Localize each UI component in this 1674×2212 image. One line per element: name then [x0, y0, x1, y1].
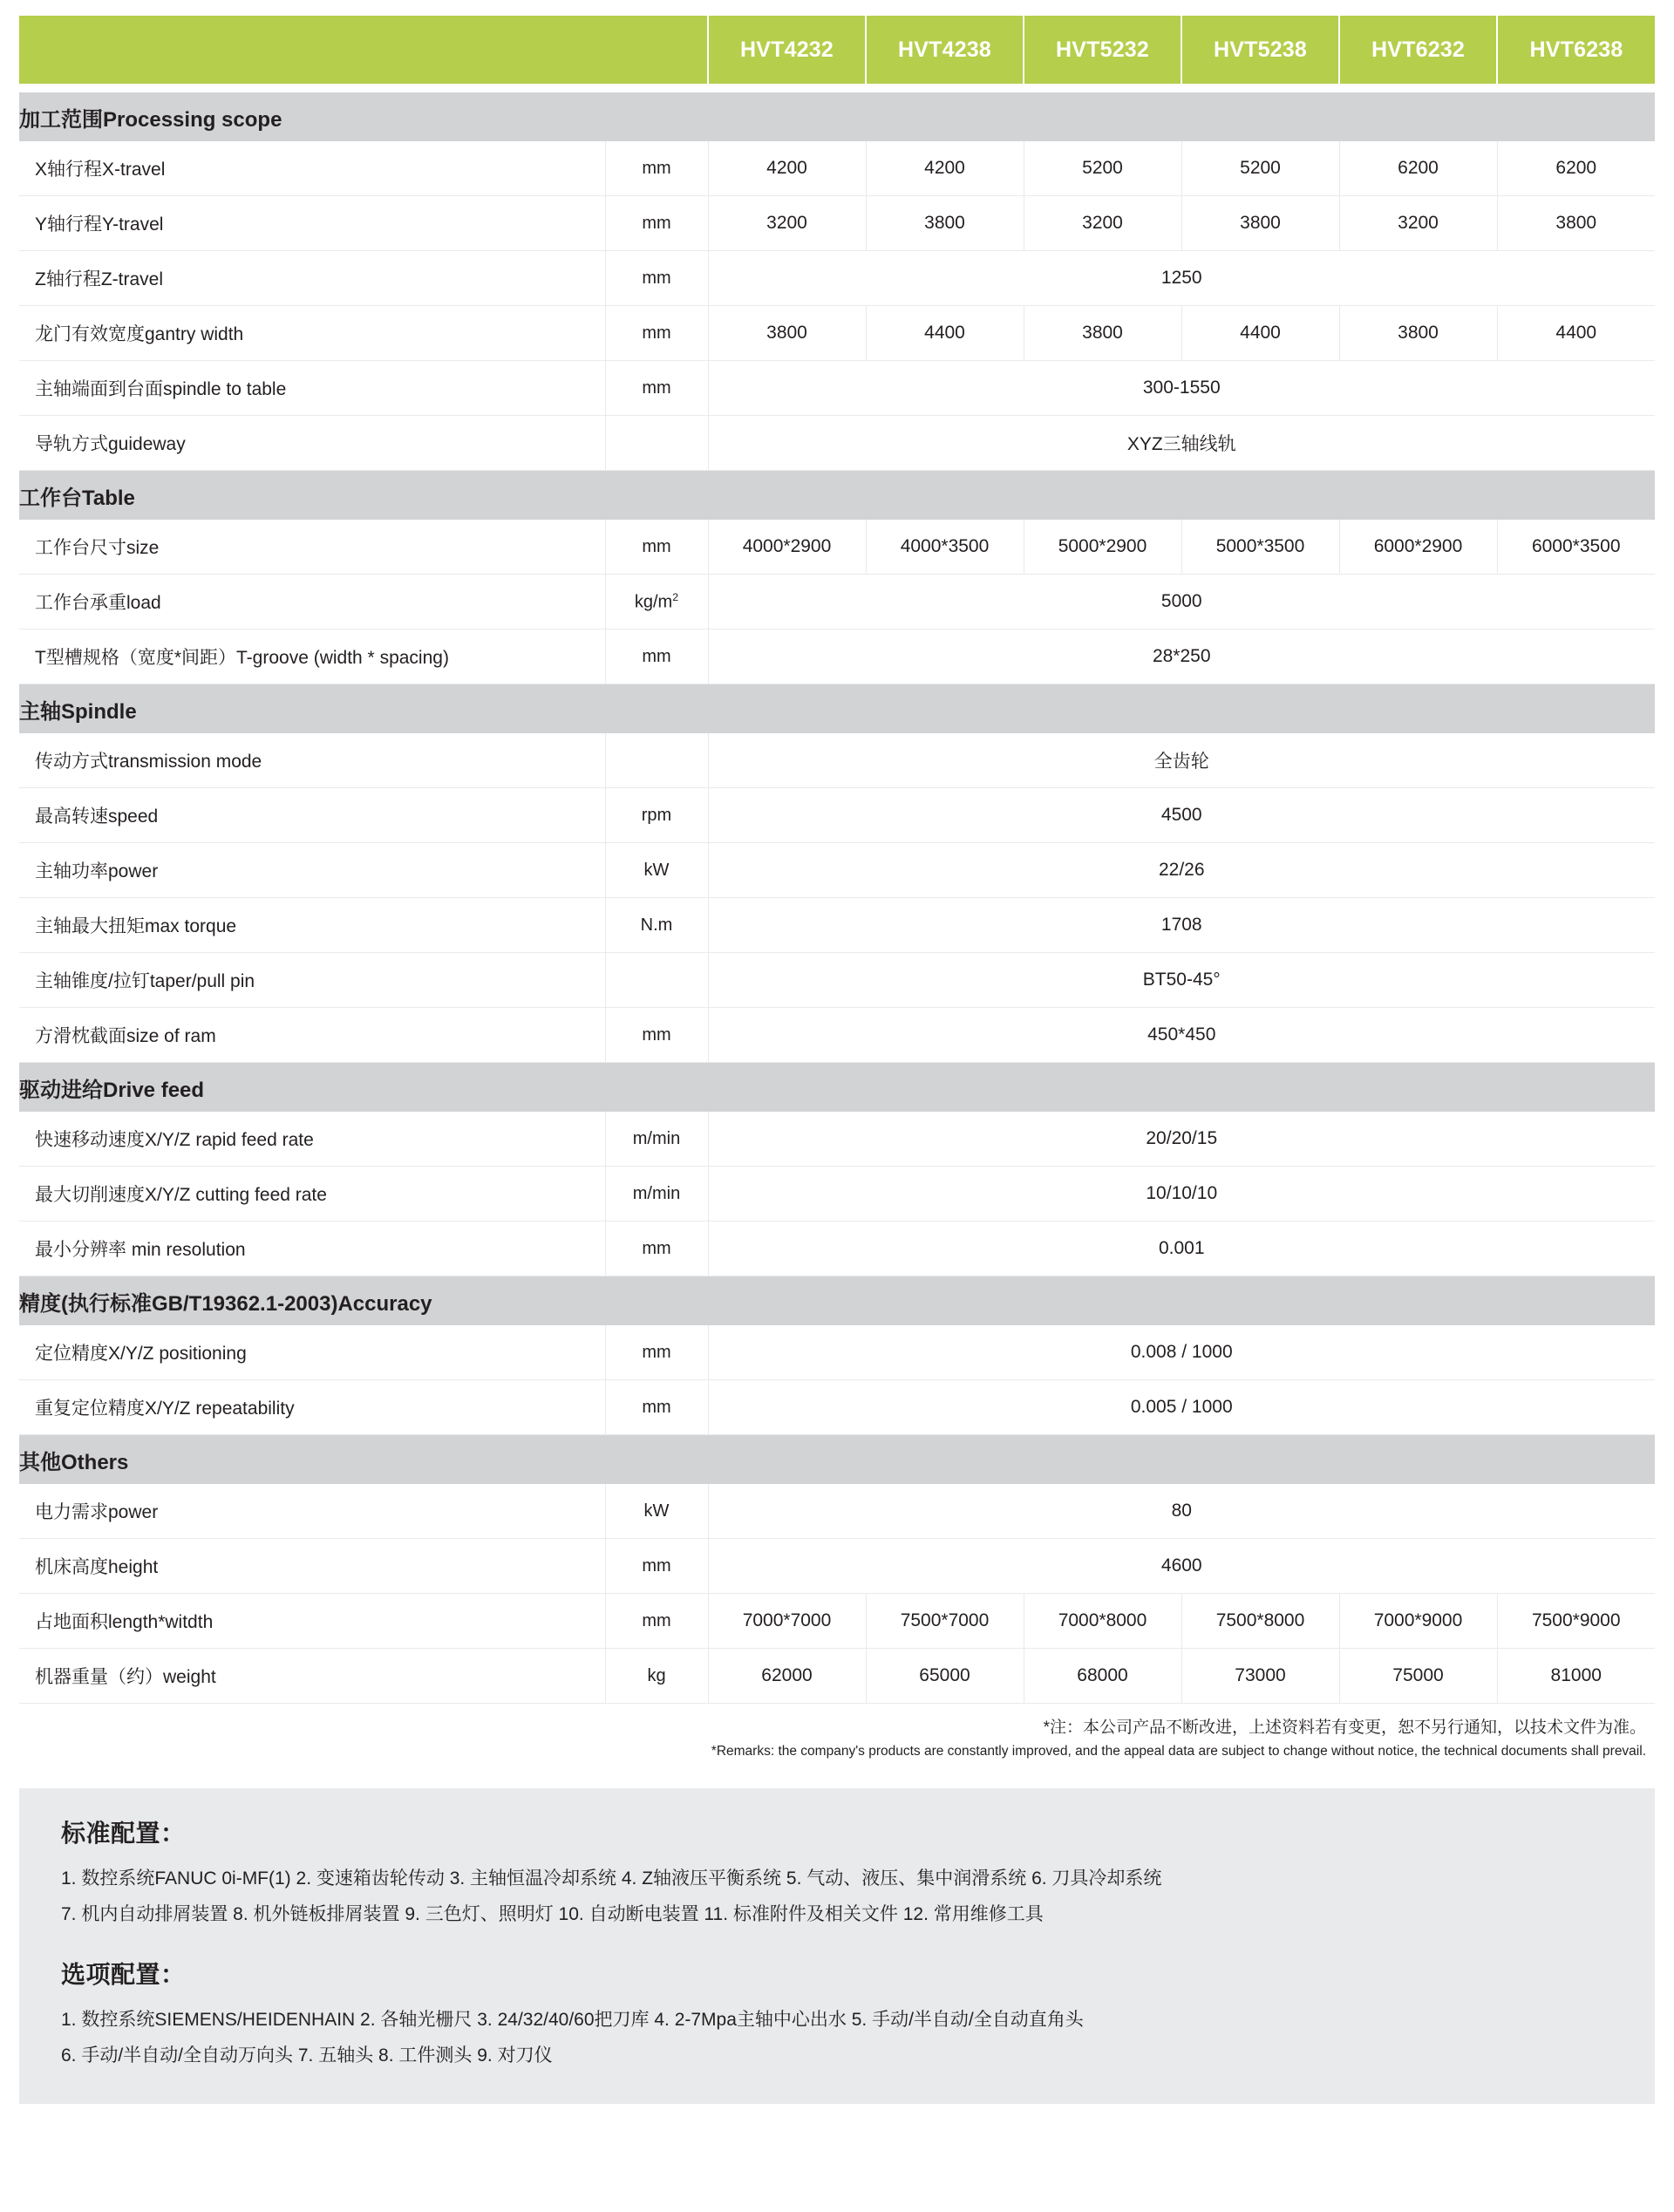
spec-label: 传动方式transmission mode: [19, 733, 605, 788]
section-header-row: [19, 1435, 1655, 1485]
spec-unit: mm: [605, 251, 708, 306]
spec-label: 占地面积length*witdth: [19, 1594, 605, 1649]
section-header-row: [19, 684, 1655, 734]
spec-value: 3800: [1497, 196, 1655, 251]
spec-value: 3800: [708, 306, 866, 361]
spec-label: 机床高度height: [19, 1539, 605, 1594]
spec-label: 最小分辨率 min resolution: [19, 1222, 605, 1276]
section-title: 其他Others: [19, 1435, 1655, 1485]
section-title: 加工范围Processing scope: [19, 92, 1655, 141]
spec-value: 4200: [708, 141, 866, 196]
spec-row: [19, 1167, 1655, 1222]
section-header-row: [19, 92, 1655, 141]
spec-unit: mm: [605, 630, 708, 684]
spec-label: 导轨方式guideway: [19, 416, 605, 471]
standard-configuration-block: [61, 1814, 1613, 1933]
spec-value-merged: 4500: [708, 788, 1655, 843]
model-header-hvt6232: HVT6232: [1339, 16, 1497, 84]
spec-value-merged: 1708: [708, 898, 1655, 953]
spec-value-merged: 10/10/10: [708, 1167, 1655, 1222]
spec-row: [19, 1222, 1655, 1276]
spec-row: [19, 251, 1655, 306]
spec-value-merged: 0.008 / 1000: [708, 1325, 1655, 1380]
section-title: 精度(执行标准GB/T19362.1-2003)Accuracy: [19, 1276, 1655, 1326]
spec-row: [19, 898, 1655, 953]
spec-value-merged: 22/26: [708, 843, 1655, 898]
spec-value-merged: BT50-45°: [708, 953, 1655, 1008]
standard-configuration-line: 1. 数控系统FANUC 0i-MF(1) 2. 变速箱齿轮传动 3. 主轴恒温冷却系统 4. Z轴液压平衡系统 5. 气动、液压、集中润滑系统 6. 刀具冷却系统: [61, 1868, 1162, 1889]
spec-value-merged: 0.005 / 1000: [708, 1380, 1655, 1435]
spec-value: 65000: [866, 1649, 1024, 1704]
spec-unit: kW: [605, 1484, 708, 1539]
section-title: 工作台Table: [19, 471, 1655, 521]
spec-value: 62000: [708, 1649, 866, 1704]
spec-label: 主轴锥度/拉钉taper/pull pin: [19, 953, 605, 1008]
spec-row: [19, 1539, 1655, 1594]
spec-label: 电力需求power: [19, 1484, 605, 1539]
spec-unit: N.m: [605, 898, 708, 953]
spec-row: [19, 141, 1655, 196]
spec-value: 7000*7000: [708, 1594, 866, 1649]
spec-unit: kW: [605, 843, 708, 898]
configuration-panel: [19, 1788, 1655, 2104]
spec-unit: mm: [605, 361, 708, 416]
spec-unit: [605, 953, 708, 1008]
spec-unit: mm: [605, 196, 708, 251]
spec-value: 3800: [866, 196, 1024, 251]
spec-value: 6000*2900: [1339, 520, 1497, 575]
spec-value-merged: 450*450: [708, 1008, 1655, 1063]
remarks-english: *Remarks: the company's products are constantly improved, and the appeal data are subject to change without notice, the technical documents shall prevail.: [711, 1743, 1646, 1759]
spec-value-merged: 80: [708, 1484, 1655, 1539]
model-header-hvt4238: HVT4238: [866, 16, 1024, 84]
spec-label: T型槽规格（宽度*间距）T-groove (width * spacing): [19, 630, 605, 684]
section-title: 主轴Spindle: [19, 684, 1655, 734]
spec-unit: $kg/m^2$: [605, 575, 708, 630]
spec-value: 6000*3500: [1497, 520, 1655, 575]
spec-row: [19, 575, 1655, 630]
spec-value: 7500*7000: [866, 1594, 1024, 1649]
spec-row: [19, 953, 1655, 1008]
spec-value: 3800: [1024, 306, 1181, 361]
spec-label: 机器重量（约）weight: [19, 1649, 605, 1704]
spec-label: 主轴端面到台面spindle to table: [19, 361, 605, 416]
model-header-hvt5232: HVT5232: [1024, 16, 1181, 84]
spec-label: 重复定位精度X/Y/Z repeatability: [19, 1380, 605, 1435]
spec-row: [19, 1484, 1655, 1539]
spec-value-merged: 20/20/15: [708, 1112, 1655, 1167]
spec-value: 3800: [1339, 306, 1497, 361]
model-header-hvt6238: HVT6238: [1497, 16, 1655, 84]
spec-label: 工作台尺寸size: [19, 520, 605, 575]
spec-unit: mm: [605, 141, 708, 196]
spec-value: 6200: [1497, 141, 1655, 196]
spec-label: 方滑枕截面size of ram: [19, 1008, 605, 1063]
spec-value: 75000: [1339, 1649, 1497, 1704]
spec-row: [19, 196, 1655, 251]
specification-table: [19, 16, 1655, 1704]
spec-label: 最大切削速度X/Y/Z cutting feed rate: [19, 1167, 605, 1222]
spec-value-merged: XYZ三轴线轨: [708, 416, 1655, 471]
spec-row: [19, 1594, 1655, 1649]
spec-value: 4400: [866, 306, 1024, 361]
spec-value: 3200: [1339, 196, 1497, 251]
spec-value: 4000*2900: [708, 520, 866, 575]
spec-value: 4000*3500: [866, 520, 1024, 575]
spec-value: 4400: [1181, 306, 1339, 361]
spec-value: 68000: [1024, 1649, 1181, 1704]
spec-value-merged: 5000: [708, 575, 1655, 630]
spec-value: 7000*8000: [1024, 1594, 1181, 1649]
spec-value: 5000*3500: [1181, 520, 1339, 575]
header-spacer-cell: [19, 84, 1655, 92]
model-header-hvt4232: HVT4232: [708, 16, 866, 84]
spec-unit: mm: [605, 1380, 708, 1435]
spec-row: [19, 1112, 1655, 1167]
spec-row: [19, 1649, 1655, 1704]
spec-value: 5200: [1024, 141, 1181, 196]
spec-unit: [605, 733, 708, 788]
spec-unit: mm: [605, 1008, 708, 1063]
standard-configuration-line: 7. 机内自动排屑装置 8. 机外链板排屑装置 9. 三色灯、照明灯 10. 自动断电装置 11. 标准附件及相关文件 12. 常用维修工具: [61, 1904, 1044, 1925]
spec-value-merged: 4600: [708, 1539, 1655, 1594]
standard-configuration-title: 标准配置：: [61, 1820, 186, 1848]
spec-row: [19, 1380, 1655, 1435]
spec-unit: mm: [605, 1594, 708, 1649]
spec-label: 主轴最大扭矩max torque: [19, 898, 605, 953]
spec-unit: mm: [605, 306, 708, 361]
spec-value: 81000: [1497, 1649, 1655, 1704]
spec-unit: m/min: [605, 1112, 708, 1167]
spec-label: 龙门有效宽度gantry width: [19, 306, 605, 361]
spec-label: 最高转速speed: [19, 788, 605, 843]
spec-value: 3800: [1181, 196, 1339, 251]
optional-configuration-line: 6. 手动/半自动/全自动万向头 7. 五轴头 8. 工件测头 9. 对刀仪: [61, 2045, 553, 2066]
spec-unit: mm: [605, 1539, 708, 1594]
remarks-chinese: *注：本公司产品不断改进，上述资料若有变更，恕不另行通知，以技术文件为准。: [1043, 1719, 1646, 1737]
optional-configuration-block: [61, 1956, 1613, 2074]
spec-value: 3200: [1024, 196, 1181, 251]
spec-value: 73000: [1181, 1649, 1339, 1704]
spec-value: 4400: [1497, 306, 1655, 361]
section-header-row: [19, 1276, 1655, 1326]
spec-row: [19, 788, 1655, 843]
spec-label: Y轴行程Y-travel: [19, 196, 605, 251]
spec-value-merged: 0.001: [708, 1222, 1655, 1276]
spec-value: 5200: [1181, 141, 1339, 196]
spec-value-merged: 300-1550: [708, 361, 1655, 416]
spec-value: 7500*9000: [1497, 1594, 1655, 1649]
header-spacer-row: [19, 84, 1655, 92]
spec-unit: mm: [605, 1222, 708, 1276]
spec-value-merged: 1250: [708, 251, 1655, 306]
spec-value-merged: 全齿轮: [708, 733, 1655, 788]
spec-label: 主轴功率power: [19, 843, 605, 898]
optional-configuration-line: 1. 数控系统SIEMENS/HEIDENHAIN 2. 各轴光栅尺 3. 24/32/40/60把刀库 4. 2-7Mpa主轴中心出水 5. 手动/半自动/全自动直角头: [61, 2010, 1084, 2031]
optional-configuration-title: 选项配置：: [61, 1961, 186, 1989]
spec-unit: [605, 416, 708, 471]
spec-row: [19, 733, 1655, 788]
spec-label: 定位精度X/Y/Z positioning: [19, 1325, 605, 1380]
spec-value: 7500*8000: [1181, 1594, 1339, 1649]
spec-unit: mm: [605, 520, 708, 575]
spec-unit: mm: [605, 1325, 708, 1380]
spec-label: 快速移动速度X/Y/Z rapid feed rate: [19, 1112, 605, 1167]
header-blank-cell: [19, 16, 708, 84]
remarks-block: [19, 1704, 1655, 1766]
spec-label: X轴行程X-travel: [19, 141, 605, 196]
model-header-row: [19, 16, 1655, 84]
spec-row: [19, 416, 1655, 471]
spec-label: 工作台承重load: [19, 575, 605, 630]
spec-row: [19, 306, 1655, 361]
spec-unit: m/min: [605, 1167, 708, 1222]
spec-value-merged: 28*250: [708, 630, 1655, 684]
section-header-row: [19, 1063, 1655, 1113]
spec-value: 3200: [708, 196, 866, 251]
spec-row: [19, 361, 1655, 416]
section-title: 驱动进给Drive feed: [19, 1063, 1655, 1113]
spec-unit: kg: [605, 1649, 708, 1704]
spec-value: 4200: [866, 141, 1024, 196]
spec-label: Z轴行程Z-travel: [19, 251, 605, 306]
spec-value: 5000*2900: [1024, 520, 1181, 575]
spec-row: [19, 630, 1655, 684]
spec-row: [19, 520, 1655, 575]
model-header-hvt5238: HVT5238: [1181, 16, 1339, 84]
section-header-row: [19, 471, 1655, 521]
spec-value: 6200: [1339, 141, 1497, 196]
spec-row: [19, 1008, 1655, 1063]
spec-row: [19, 1325, 1655, 1380]
spec-value: 7000*9000: [1339, 1594, 1497, 1649]
spec-row: [19, 843, 1655, 898]
spec-unit: rpm: [605, 788, 708, 843]
